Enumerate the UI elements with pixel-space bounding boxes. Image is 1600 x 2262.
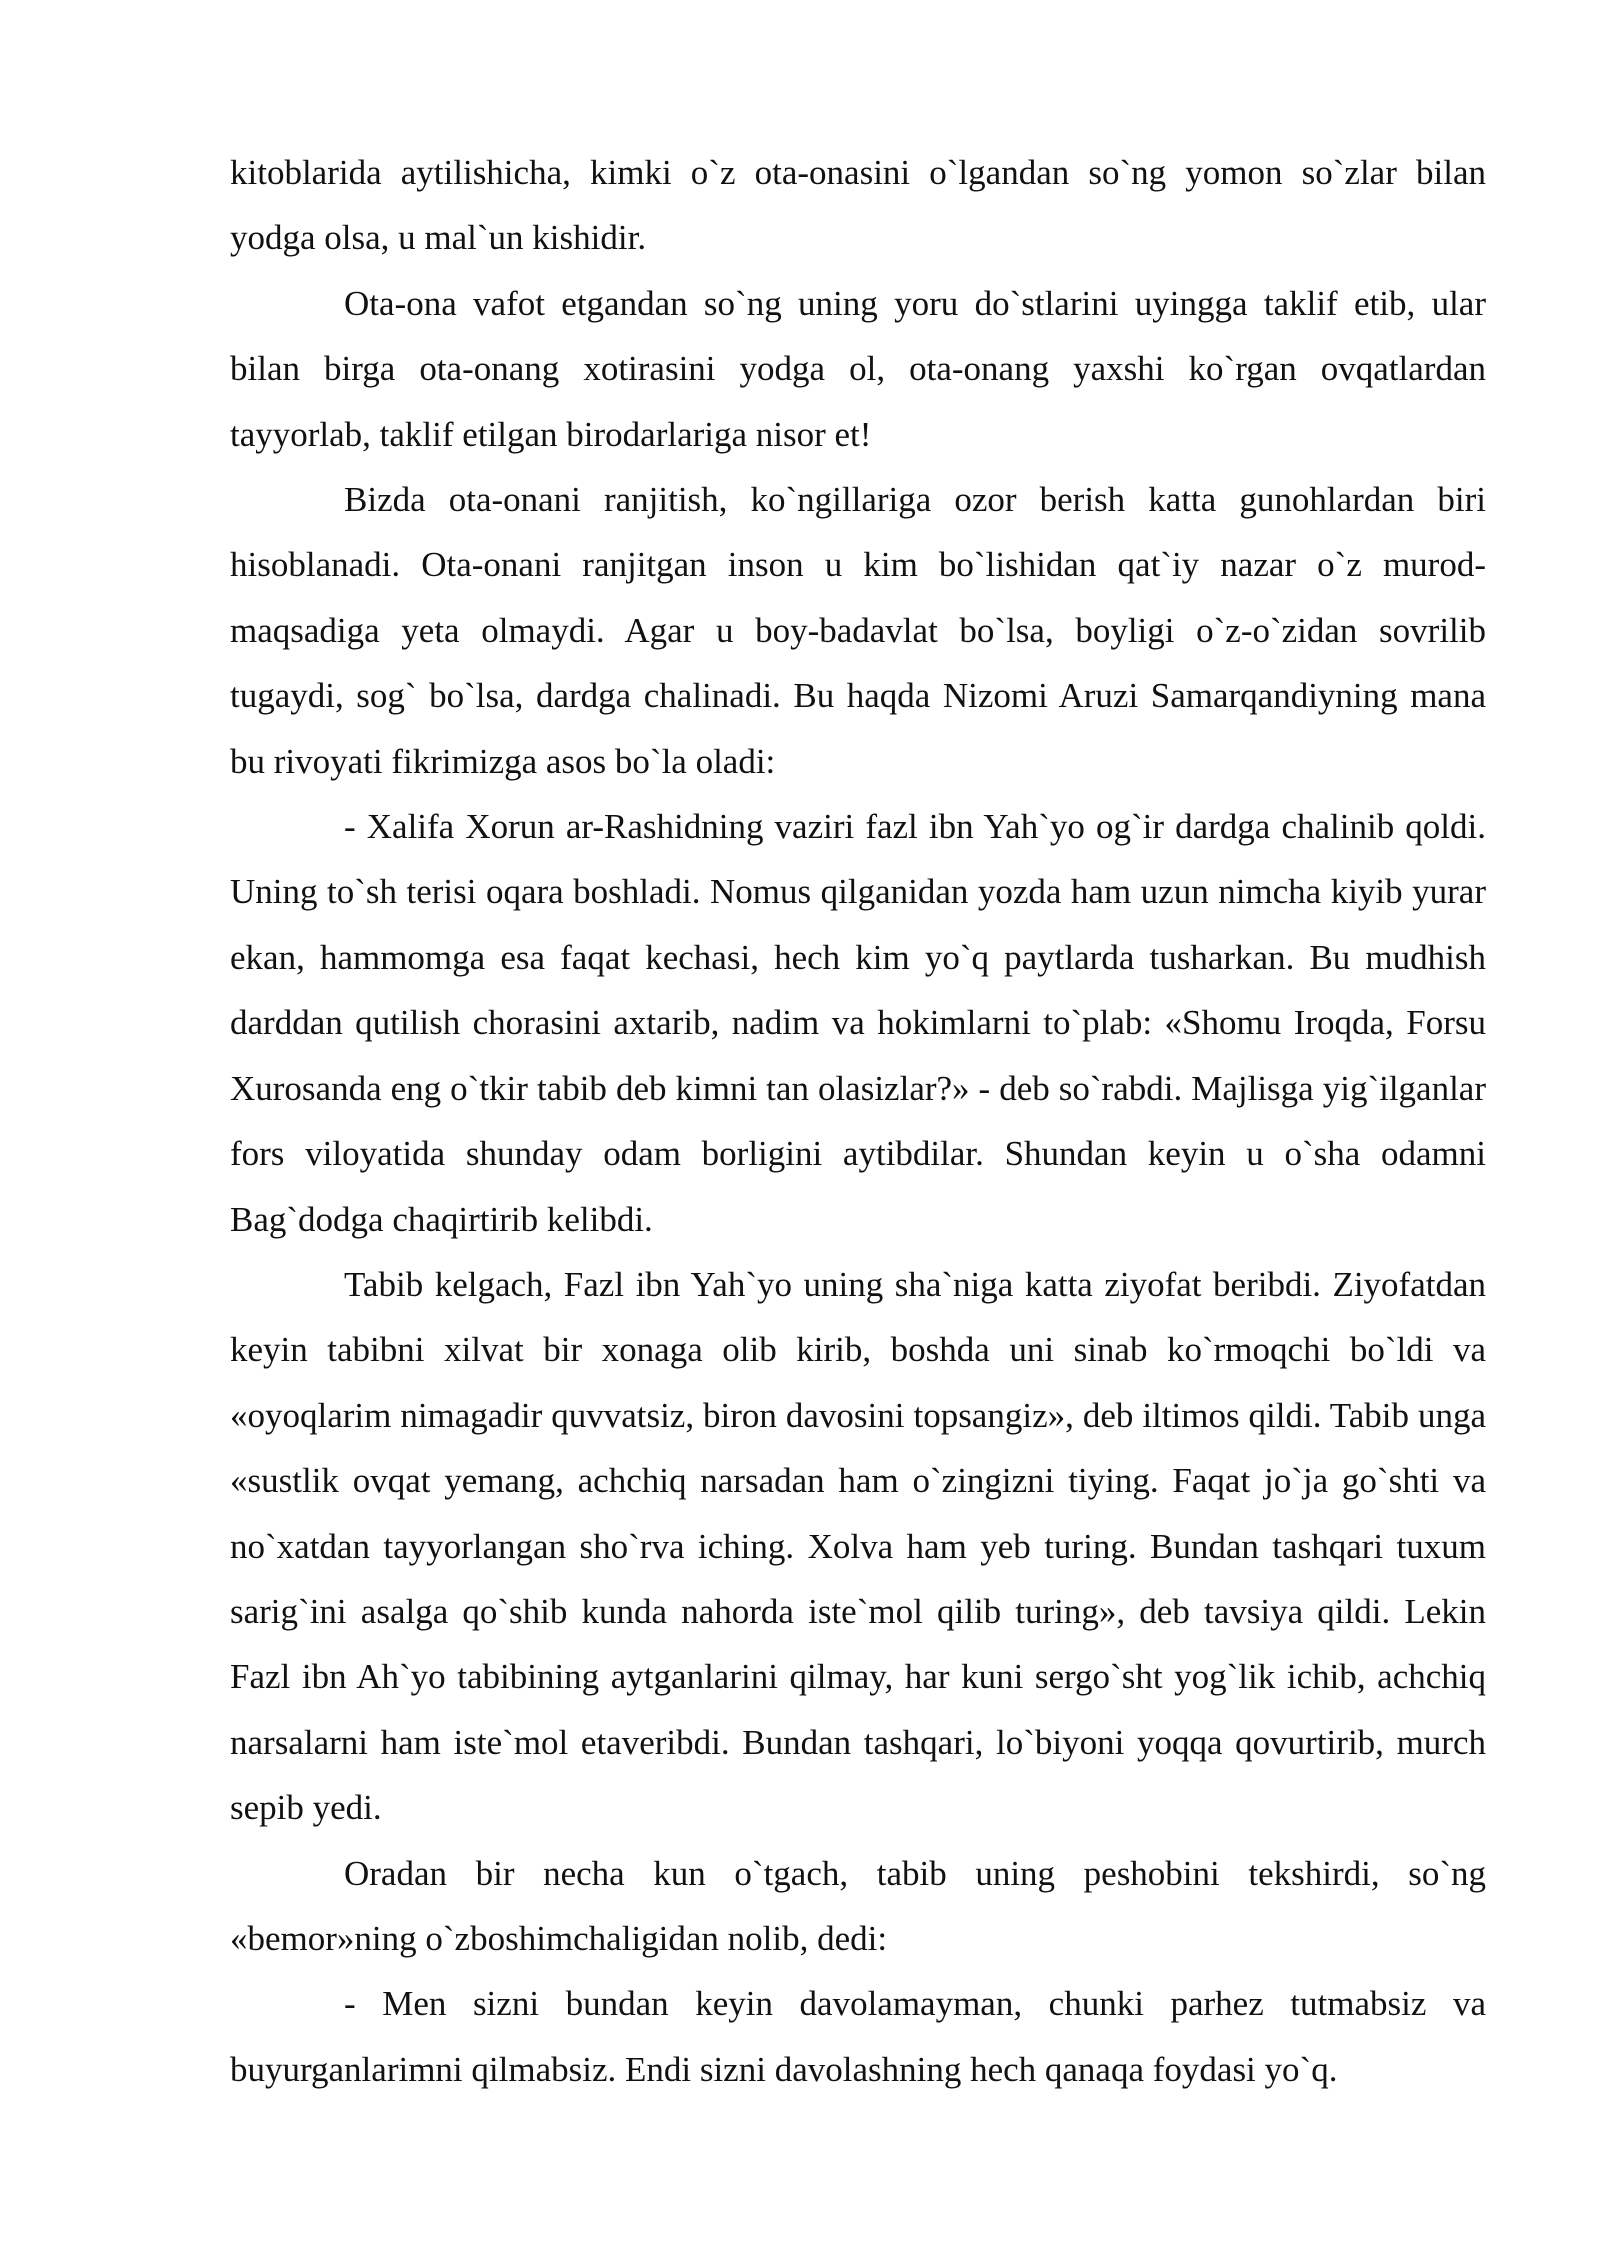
paragraph-2: Ota-ona vafot etgandan so`ng uning yoru do`stlarini uyingga taklif etib, ular bilan birga ota-onang xotirasini yodga ol, ota-onang yaxshi ko`rgan ovqatlardan tayyorlab, taklif etilgan birodarlariga nisor et! <box>230 283 1486 454</box>
document-page <box>230 140 1486 2102</box>
paragraph-7: - Men sizni bundan keyin davolamayman, chunki parhez tutmabsiz va buyurganlarimni qilmabsiz. Endi sizni davolashning hech qanaqa foydasi yo`q. <box>230 1984 1486 2089</box>
paragraph-1: kitoblarida aytilishicha, kimki o`z ota-onasini o`lgandan so`ng yomon so`zlar bilan yodga olsa, u mal`un kishidir. <box>230 153 1486 258</box>
paragraph-3: Bizda ota-onani ranjitish, ko`ngillariga ozor berish katta gunohlardan biri hisoblanadi. Ota-onani ranjitgan inson u kim bo`lishidan qat`iy nazar o`z murod-maqsadiga yeta olmaydi. Agar u boy-badavlat bo`lsa, boyligi o`z-o`zidan sovrilib tugaydi, sog` bo`lsa, dardga chalinadi. Bu haqda Nizomi Aruzi Samarqandiyning mana bu rivoyati fikrimizga asos bo`la oladi: <box>230 480 1486 781</box>
paragraph-5: Tabib kelgach, Fazl ibn Yah`yo uning sha`niga katta ziyofat beribdi. Ziyofatdan keyin tabibni xilvat bir xonaga olib kirib, boshda uni sinab ko`rmoqchi bo`ldi va «oyoqlarim nimagadir quvvatsiz, biron davosini topsangiz», deb iltimos qildi. Tabib unga «sustlik ovqat yemang, achchiq narsadan ham o`zingizni tiying. Faqat jo`ja go`shti va no`xatdan tayyorlangan sho`rva iching. Xolva ham yeb turing. Bundan tashqari tuxum sarig`ini asalga qo`shib kunda nahorda iste`mol qilib turing», deb tavsiya qildi. Lekin Fazl ibn Ah`yo tabibining aytganlarini qilmay, har kuni sergo`sht yog`lik ichib, achchiq narsalarni ham iste`mol etaveribdi. Bundan tashqari, lo`biyoni yoqqa qovurtirib, murch sepib yedi. <box>230 1264 1486 1828</box>
paragraph-4: - Xalifa Xorun ar-Rashidning vaziri fazl ibn Yah`yo og`ir dardga chalinib qoldi. Uning to`sh terisi oqara boshladi. Nomus qilganidan yozda ham uzun nimcha kiyib yurar ekan, hammomga esa faqat kechasi, hech kim yo`q paytlarda tusharkan. Bu mudhish darddan qutilish chorasini axtarib, nadim va hokimlarni to`plab: «Shomu Iroqda, Forsu Xurosanda eng o`tkir tabib deb kimni tan olasizlar?» - deb so`rabdi. Majlisga yig`ilganlar fors viloyatida shunday odam borligini aytibdilar. Shundan keyin u o`sha odamni Bag`dodga chaqirtirib kelibdi. <box>230 807 1486 1239</box>
paragraph-6: Oradan bir necha kun o`tgach, tabib uning peshobini tekshirdi, so`ng «bemor»ning o`zboshimchaligidan nolib, dedi: <box>230 1853 1486 1958</box>
